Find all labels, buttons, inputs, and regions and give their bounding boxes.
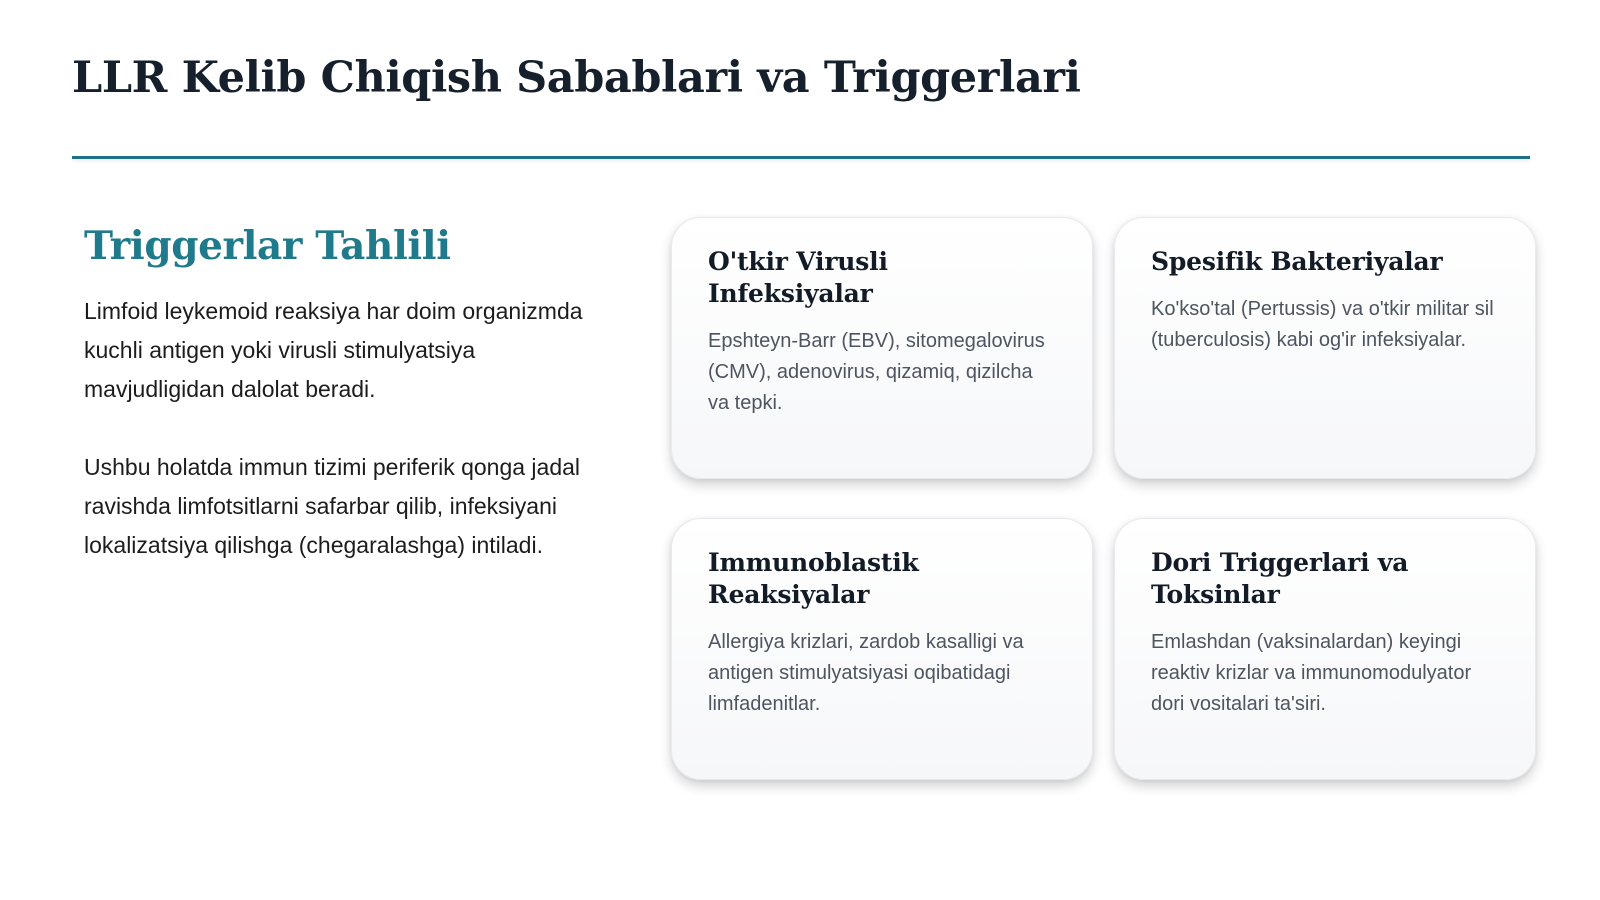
card-description: Epshteyn-Barr (EBV), sitomegalovirus (CMV), adenovirus, qizamiq, qizilcha va tepki. bbox=[708, 330, 1045, 414]
card-drug-triggers-toxins bbox=[1114, 518, 1536, 780]
intro-paragraph-1: Limfoid leykemoid reaksiya har doim organizmda kuchli antigen yoki virusli stimulyatsiya mavjudligidan dalolat beradi. bbox=[84, 298, 583, 402]
intro-section bbox=[84, 218, 584, 565]
intro-heading: Triggerlar Tahlili bbox=[84, 223, 451, 269]
card-specific-bacteria bbox=[1114, 217, 1536, 479]
card-title: Immunoblastik Reaksiyalar bbox=[708, 548, 919, 609]
page-title: LLR Kelib Chiqish Sabablari va Triggerlari bbox=[72, 53, 1081, 103]
card-title: O'tkir Virusli Infeksiyalar bbox=[708, 247, 888, 308]
card-immunoblastic-reactions bbox=[671, 518, 1093, 780]
card-acute-viral-infections bbox=[671, 217, 1093, 479]
card-description: Ko'kso'tal (Pertussis) va o'tkir militar sil (tuberculosis) kabi og'ir infeksiyalar. bbox=[1151, 298, 1494, 351]
intro-paragraph-2: Ushbu holatda immun tizimi periferik qonga jadal ravishda limfotsitlarni safarbar qilib, infeksiyani lokalizatsiya qilishga (chegaralashga) intiladi. bbox=[84, 454, 581, 558]
card-title: Dori Triggerlari va Toksinlar bbox=[1151, 548, 1409, 609]
title-divider bbox=[72, 156, 1530, 159]
card-description: Emlashdan (vaksinalardan) keyingi reaktiv krizlar va immunomodulyator dori vositalari ta'siri. bbox=[1151, 631, 1472, 715]
card-title: Spesifik Bakteriyalar bbox=[1151, 247, 1443, 276]
card-description: Allergiya krizlari, zardob kasalligi va antigen stimulyatsiyasi oqibatidagi limfadenitlar. bbox=[708, 631, 1024, 715]
